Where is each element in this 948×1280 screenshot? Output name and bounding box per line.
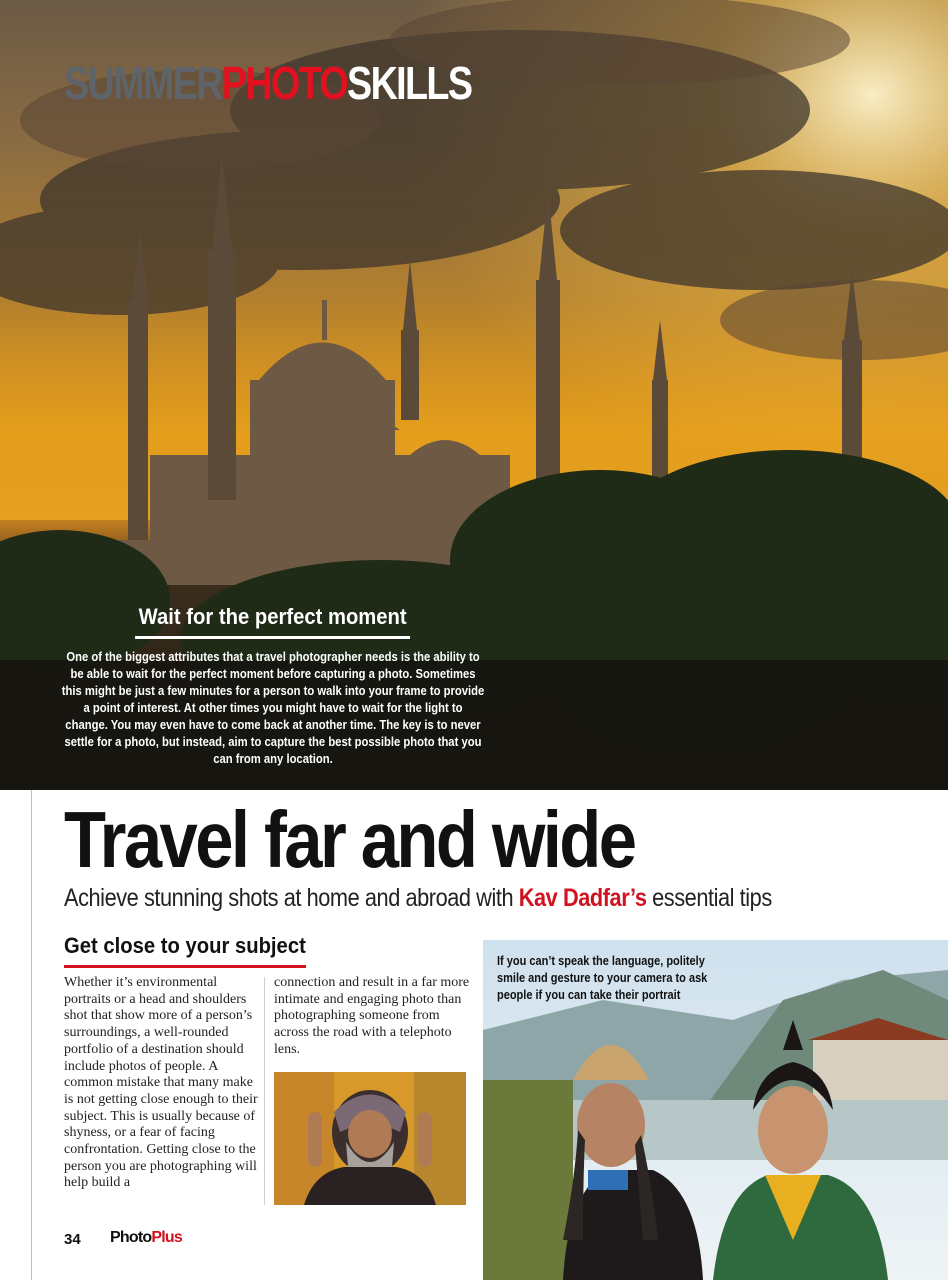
veiled-woman-illustration (274, 1072, 466, 1205)
subheading-rule (64, 965, 306, 968)
page-number: 34 (64, 1231, 81, 1248)
portrait-photo-caption: If you can’t speak the language, politely smile and gesture to your camera to ask people if you can take their portrait (497, 954, 708, 1002)
magazine-logo (110, 1229, 182, 1247)
standfirst-text-end: essential tips (646, 884, 772, 912)
magazine-logo-part1: Photo (110, 1229, 152, 1246)
hero-caption-text: One of the biggest attributes that a travel photographer needs is the ability to be able to wait for the perfect moment before capturing a photo. Sometimes this might be just a few minutes for a person to walk into your frame to provide a point of interest. At other times you might have to wait for the light to change. You may even have to come back at another time. The key is to never settle for a photo, but instead, aim to capture the best possible photo that you can from any location. (61, 650, 485, 766)
section-subheading: Get close to your subject (64, 933, 306, 958)
magazine-logo-part2: Plus (151, 1229, 182, 1246)
body-column-2: connection and result in a far more intimate and engaging photo than photographing someone from across the road with a telephoto lens. (274, 975, 470, 1057)
inset-portrait-photo (274, 1072, 466, 1205)
body-column-1: Whether it’s environmental portraits or a head and shoulders shot that show more of a person’s surroundings, a well-rounded portfolio of a destination should include photos of people. A common mistake that many make is not getting close enough to their subject. This is usually because of shyness, or a fear of facing confrontation. Getting close to the person you are photographing will help build a (64, 975, 258, 1191)
section-tag-part3: SKILLS (347, 57, 472, 109)
column-divider (264, 977, 265, 1205)
section-tag-part2: PHOTO (221, 57, 348, 109)
page-margin-rule (31, 790, 32, 1280)
standfirst-text: Achieve stunning shots at home and abroad with (64, 884, 519, 912)
article-title: Travel far and wide (64, 795, 635, 884)
article-standfirst (64, 884, 772, 913)
standfirst-author: Kav Dadfar’s (518, 884, 647, 912)
hero-caption-title: Wait for the perfect moment (135, 604, 410, 639)
section-tag (64, 57, 472, 109)
section-tag-part1: SUMMER (64, 57, 222, 109)
hero-caption (62, 604, 484, 768)
